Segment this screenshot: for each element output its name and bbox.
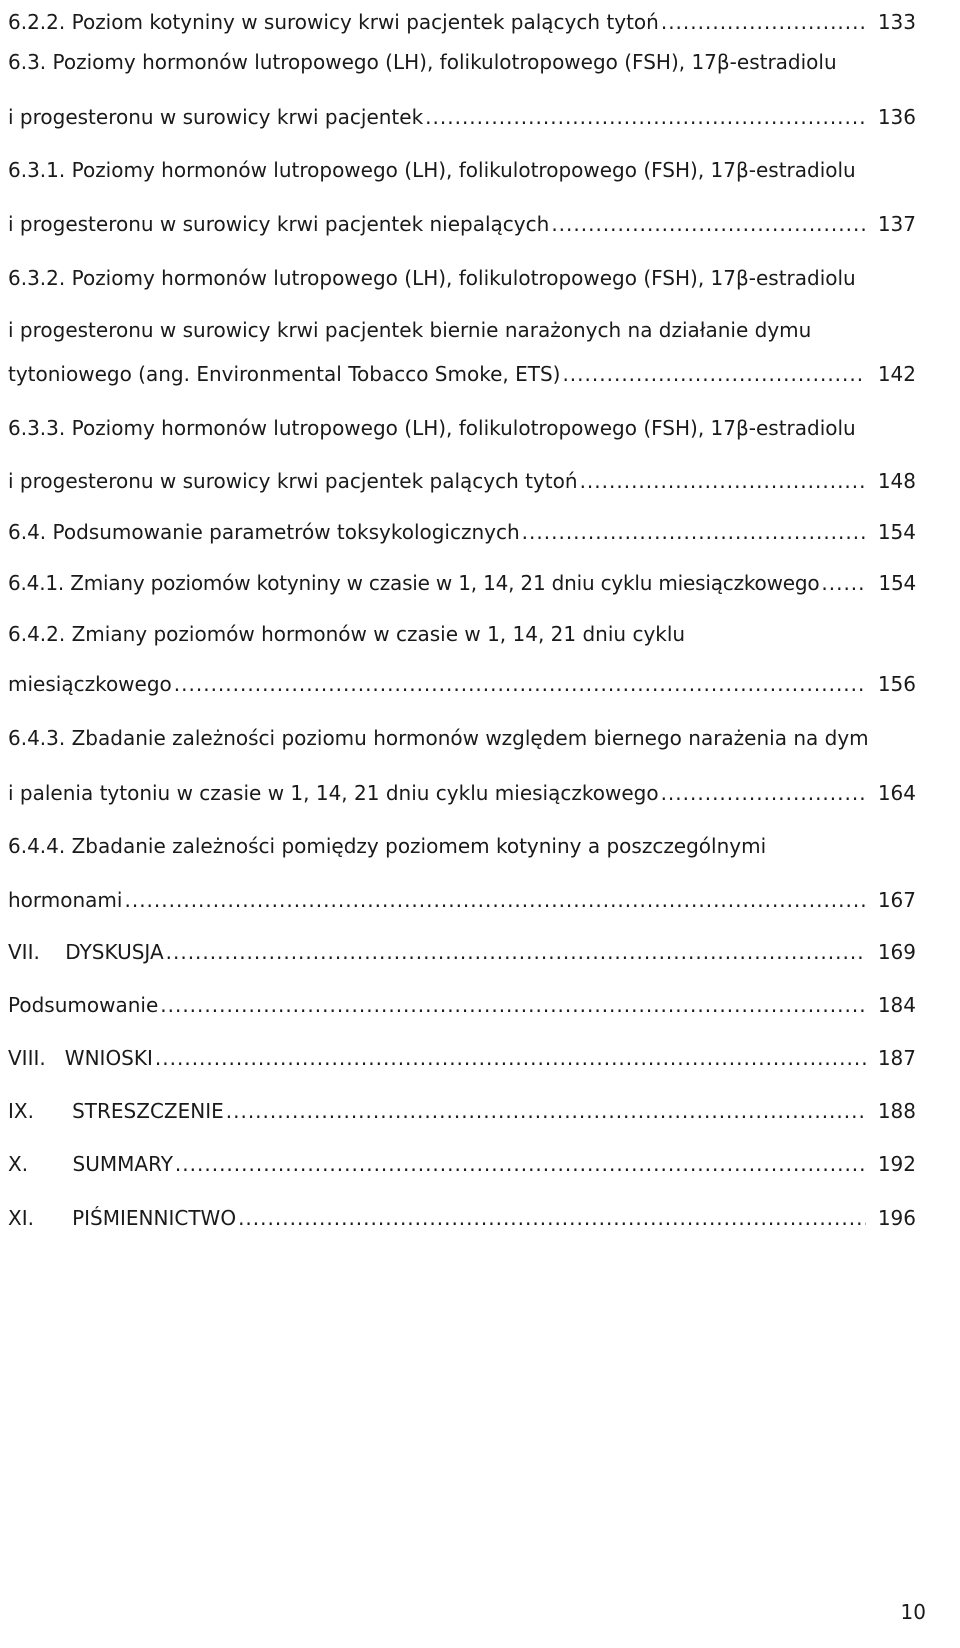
toc-entry-6-3-2-cont2 xyxy=(8,354,916,394)
dot-leader xyxy=(580,469,866,493)
toc-entry-6-3-1 xyxy=(8,150,916,190)
toc-entry-6-3-2-cont xyxy=(8,310,916,350)
toc-entry-viii-wnioski xyxy=(8,1038,916,1078)
toc-entry-text: i palenia tytoniu w czasie w 1, 14, 21 dniu cyklu miesiączkowego xyxy=(8,781,659,805)
toc-entry-page: 169 xyxy=(877,940,916,964)
toc-entry-text: 6.3.2. Poziomy hormonów lutropowego (LH), folikulotropowego (FSH), 17β-estradiolu xyxy=(8,266,856,290)
toc-entry-page: 133 xyxy=(877,10,916,34)
toc-entry-page: 142 xyxy=(877,362,916,386)
toc-entry-6-4-3-cont xyxy=(8,773,916,813)
dot-leader xyxy=(175,1152,866,1176)
dot-leader xyxy=(160,993,866,1017)
toc-entry-xi-pismiennictwo xyxy=(8,1198,916,1238)
toc-entry-text: i progesteronu w surowicy krwi pacjentek xyxy=(8,105,424,129)
toc-entry-page: 164 xyxy=(877,781,916,805)
toc-entry-page: 188 xyxy=(877,1099,916,1123)
dot-leader xyxy=(562,362,866,386)
toc-entry-page: 184 xyxy=(877,993,916,1017)
dot-leader xyxy=(238,1206,866,1230)
toc-entry-text: 6.4. Podsumowanie parametrów toksykologicznych xyxy=(8,520,520,544)
toc-entry-text: 6.3.1. Poziomy hormonów lutropowego (LH), folikulotropowego (FSH), 17β-estradiolu xyxy=(8,158,856,182)
toc-entry-text: 6.4.3. Zbadanie zależności poziomu hormonów względem biernego narażenia na dym xyxy=(8,726,869,750)
toc-entry-6-3-1-cont xyxy=(8,204,916,244)
toc-entry-podsumowanie xyxy=(8,985,916,1025)
toc-entry-page: 154 xyxy=(877,520,916,544)
dot-leader xyxy=(661,10,866,34)
toc-entry-text: VII. DYSKUSJA xyxy=(8,940,164,964)
toc-entry-text: 6.3. Poziomy hormonów lutropowego (LH), folikulotropowego (FSH), 17β-estradiolu xyxy=(8,50,837,74)
page-number: 10 xyxy=(900,1600,926,1624)
toc-entry-page: 137 xyxy=(877,212,916,236)
toc-entry-vii-dyskusja xyxy=(8,932,916,972)
toc-entry-6-4-2 xyxy=(8,614,916,654)
toc-entry-text: XI. PIŚMIENNICTWO xyxy=(8,1206,237,1230)
toc-entry-text: 6.4.4. Zbadanie zależności pomiędzy poziomem kotyniny a poszczególnymi xyxy=(8,834,767,858)
toc-entry-text: 6.2.2. Poziom kotyniny w surowicy krwi pacjentek palących tytoń xyxy=(8,10,659,34)
toc-entry-text: hormonami xyxy=(8,888,123,912)
toc-entry-ix-streszczenie xyxy=(8,1091,916,1131)
toc-entry-6-3 xyxy=(8,42,916,82)
toc-entry-6-4-4 xyxy=(8,826,916,866)
dot-leader xyxy=(124,888,866,912)
toc-entry-6-4-2-cont xyxy=(8,664,916,704)
toc-entry-text: 6.3.3. Poziomy hormonów lutropowego (LH), folikulotropowego (FSH), 17β-estradiolu xyxy=(8,416,856,440)
toc-entry-6-3-3 xyxy=(8,408,916,448)
toc-entry-6-4-3 xyxy=(8,718,916,758)
toc-entry-text: i progesteronu w surowicy krwi pacjentek niepalących xyxy=(8,212,550,236)
toc-entry-text: i progesteronu w surowicy krwi pacjentek biernie narażonych na działanie dymu xyxy=(8,318,812,342)
toc-entry-6-3-cont xyxy=(8,97,916,137)
dot-leader xyxy=(551,212,866,236)
toc-entry-page: 154 xyxy=(878,571,916,595)
dot-leader xyxy=(522,520,866,544)
toc-entry-page: 196 xyxy=(877,1206,916,1230)
dot-leader xyxy=(166,940,866,964)
toc-entry-6-2-2 xyxy=(8,2,916,42)
dot-leader xyxy=(661,781,866,805)
toc-entry-text: 6.4.2. Zmiany poziomów hormonów w czasie w 1, 14, 21 dniu cyklu xyxy=(8,622,686,646)
toc-entry-page: 136 xyxy=(877,105,916,129)
toc-entry-text: 6.4.1. Zmiany poziomów kotyniny w czasie w 1, 14, 21 dniu cyklu miesiączkowego xyxy=(8,571,820,595)
toc-entry-6-3-3-cont xyxy=(8,461,916,501)
toc-entry-text: IX. STRESZCZENIE xyxy=(8,1099,224,1123)
dot-leader xyxy=(226,1099,866,1123)
toc-entry-page: 148 xyxy=(877,469,916,493)
dot-leader xyxy=(155,1046,866,1070)
dot-leader xyxy=(425,105,866,129)
toc-entry-6-4-1 xyxy=(8,563,916,603)
dot-leader xyxy=(821,571,866,595)
toc-entry-text: miesiączkowego xyxy=(8,672,172,696)
toc-entry-page: 167 xyxy=(877,888,916,912)
dot-leader xyxy=(174,672,866,696)
toc-entry-6-4 xyxy=(8,512,916,552)
toc-entry-text: X. SUMMARY xyxy=(8,1152,173,1176)
toc-entry-text: Podsumowanie xyxy=(8,993,159,1017)
toc-entry-text: tytoniowego (ang. Environmental Tobacco Smoke, ETS) xyxy=(8,362,561,386)
toc-entry-page: 156 xyxy=(877,672,916,696)
toc-entry-x-summary xyxy=(8,1144,916,1184)
toc-entry-text: VIII. WNIOSKI xyxy=(8,1046,153,1070)
toc-entry-text: i progesteronu w surowicy krwi pacjentek palących tytoń xyxy=(8,469,578,493)
toc-entry-page: 192 xyxy=(877,1152,916,1176)
toc-entry-6-3-2 xyxy=(8,258,916,298)
toc-entry-6-4-4-cont xyxy=(8,880,916,920)
toc-entry-page: 187 xyxy=(877,1046,916,1070)
